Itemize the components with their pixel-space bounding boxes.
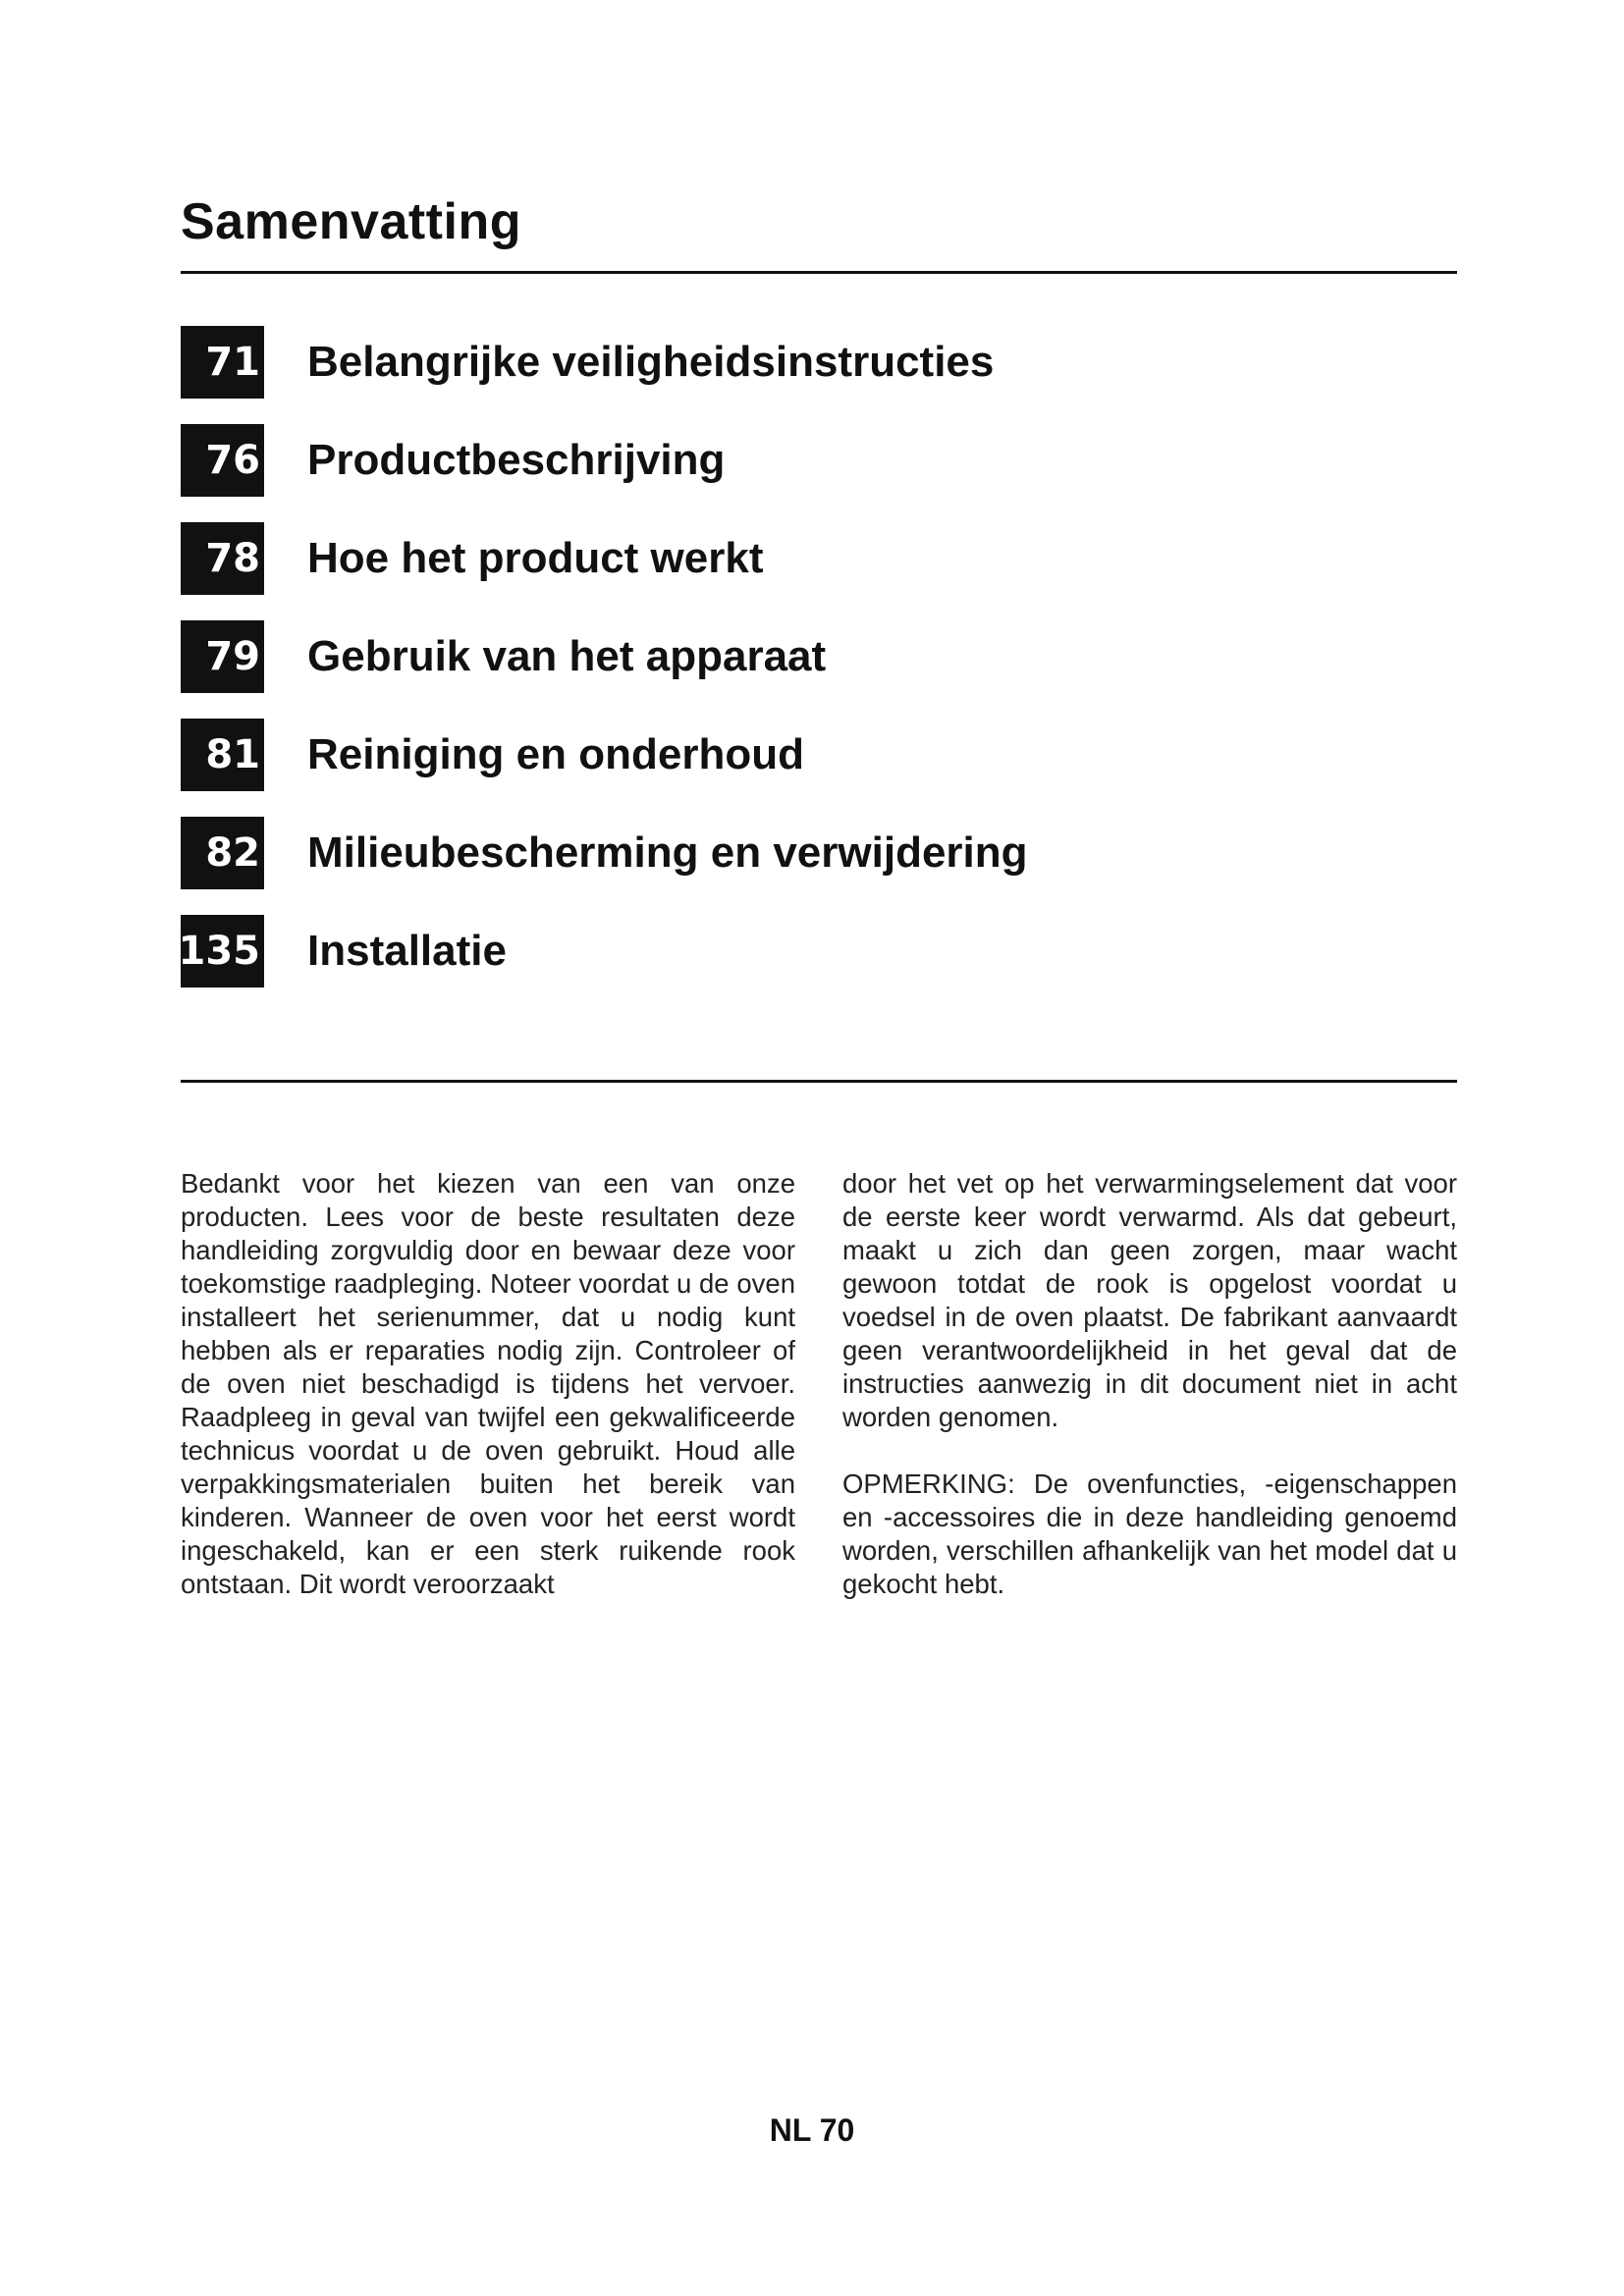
toc-page-number: 78	[181, 522, 264, 595]
note-paragraph: OPMERKING: De ovenfuncties, -eigenschappen en -accessoires die in deze handleiding genoemd worden, verschillen afhankelijk van het model dat u gekocht hebt.	[842, 1468, 1457, 1599]
toc-item[interactable]	[181, 424, 1457, 497]
section-divider	[181, 1080, 1457, 1083]
toc-label: Reiniging en onderhoud	[307, 730, 804, 778]
toc-label: Belangrijke veiligheidsinstructies	[307, 338, 995, 386]
toc-item[interactable]	[181, 817, 1457, 889]
toc-label: Productbeschrijving	[307, 436, 726, 484]
toc-page-number: 81	[181, 719, 264, 791]
toc-page-number: 76	[181, 424, 264, 497]
page-number: NL 70	[769, 2112, 855, 2148]
toc-page-number: 79	[181, 620, 264, 693]
toc-item[interactable]	[181, 522, 1457, 595]
table-of-contents	[178, 326, 1457, 1013]
page-title: Samenvatting	[181, 193, 521, 250]
toc-item[interactable]	[178, 915, 1457, 988]
toc-label: Installatie	[307, 927, 507, 975]
toc-item[interactable]	[181, 326, 1457, 399]
intro-column-right	[842, 1167, 1457, 1601]
toc-label: Gebruik van het apparaat	[307, 632, 827, 680]
intro-paragraph: door het vet op het verwarmingselement dat voor de eerste keer wordt verwarmd. Als dat gebeurt, maakt u zich dan geen zorgen, maar wacht gewoon totdat de rook is opgelost voordat u voedsel in de oven plaatst. De fabrikant aanvaardt geen verantwoordelijkheid in het geval dat de instructies aanwezig in dit document niet in acht worden genomen.	[842, 1168, 1457, 1432]
toc-item[interactable]	[181, 719, 1457, 791]
intro-text	[181, 1167, 1457, 1601]
toc-item[interactable]	[181, 620, 1457, 693]
title-divider	[181, 271, 1457, 274]
intro-paragraph: Bedankt voor het kiezen van een van onze producten. Lees voor de beste resultaten deze handleiding zorgvuldig door en bewaar deze voor toekomstige raadpleging. Noteer voordat u de oven installeert het serienummer, dat u nodig kunt hebben als er reparaties nodig zijn. Controleer of de oven niet beschadigd is tijdens het vervoer. Raadpleeg in geval van twijfel een gekwalificeerde technicus voordat u de oven gebruikt. Houd alle verpakkingsmaterialen buiten het bereik van kinderen. Wanneer de oven voor het eerst wordt ingeschakeld, kan er een sterk ruikende rook ontstaan. Dit wordt veroorzaakt	[181, 1168, 795, 1599]
toc-label: Milieubescherming en verwijdering	[307, 828, 1028, 877]
toc-page-number: 135	[181, 915, 264, 988]
intro-column-left	[181, 1167, 795, 1601]
toc-page-number: 71	[181, 326, 264, 399]
toc-page-number: 82	[181, 817, 264, 889]
toc-label: Hoe het product werkt	[307, 534, 764, 582]
